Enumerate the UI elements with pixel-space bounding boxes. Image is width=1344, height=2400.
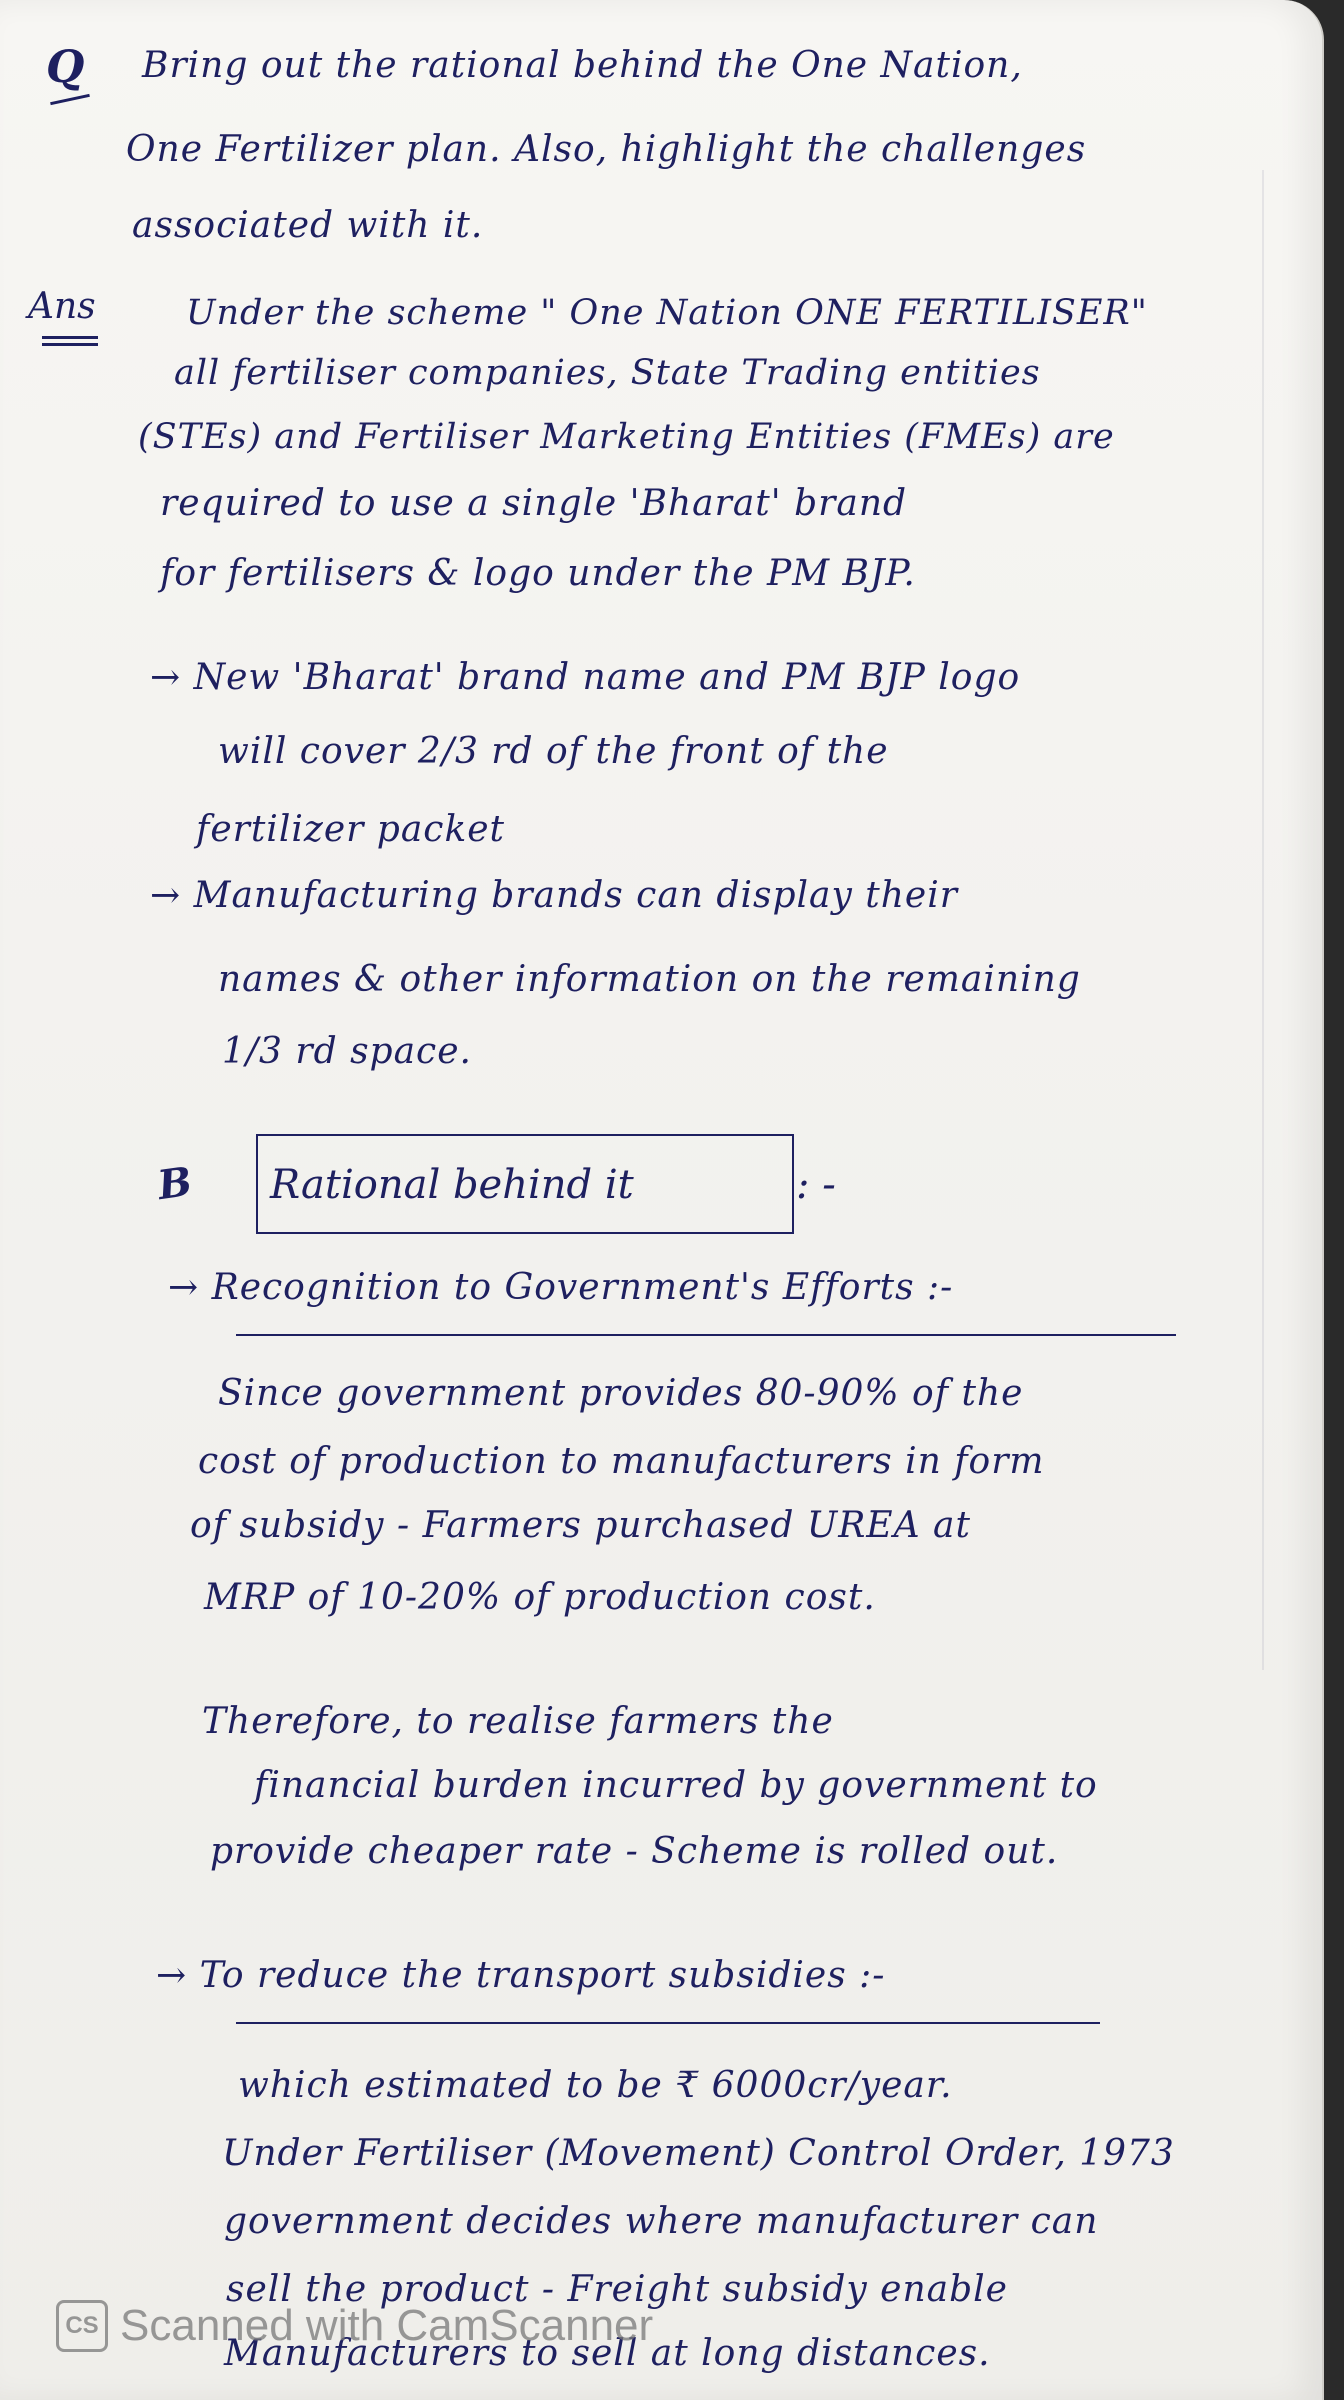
answer-intro-line-2: all fertiliser companies, State Trading entities [174, 353, 1041, 393]
answer-intro-line-1: Under the scheme " One Nation ONE FERTILISER" [186, 293, 1148, 333]
section-2-line-3: government decides where manufacturer can [224, 2201, 1099, 2242]
point-2-line-1: → Manufacturing brands can display their [150, 875, 958, 916]
rational-heading-suffix: : - [796, 1162, 836, 1208]
section-2-heading-underline [236, 2022, 1100, 2024]
answer-marker: Ans [28, 286, 96, 327]
section-1-heading-underline [236, 1334, 1176, 1336]
point-1-line-3: fertilizer packet [196, 809, 506, 850]
crossed-out-mark: B [154, 1157, 195, 1210]
section-1-para-2-line-2: financial burden incurred by government to [254, 1765, 1098, 1806]
point-2-line-3: 1/3 rd space. [222, 1031, 472, 1072]
section-1-para-1-line-1: Since government provides 80-90% of the [218, 1373, 1024, 1414]
camscanner-watermark [56, 2296, 653, 2356]
question-marker: Q [46, 42, 85, 93]
question-line-2: One Fertilizer plan. Also, highlight the challenges [126, 129, 1087, 170]
section-2-line-2: Under Fertiliser (Movement) Control Order, 1973 [222, 2133, 1175, 2174]
answer-intro-line-3: (STEs) and Fertiliser Marketing Entities (FMEs) are [138, 417, 1115, 457]
answer-intro-line-4: required to use a single 'Bharat' brand [160, 483, 908, 524]
section-2-line-5: Manufacturers to sell at long distances. [224, 2333, 991, 2374]
camscanner-logo-icon: CS [56, 2300, 108, 2352]
section-1-heading: → Recognition to Government's Efforts :- [168, 1267, 954, 1308]
section-1-para-1-line-3: of subsidy - Farmers purchased UREA at [190, 1505, 971, 1546]
point-2-line-2: names & other information on the remaining [218, 959, 1081, 1000]
section-1-para-2-line-1: Therefore, to realise farmers the [202, 1701, 834, 1742]
rational-heading: Rational behind it [270, 1162, 634, 1208]
watermark-text: Scanned with CamScanner [120, 2301, 654, 2350]
section-2-line-1: which estimated to be ₹ 6000cr/year. [238, 2065, 953, 2106]
margin-line [1262, 170, 1264, 1670]
section-1-para-2-line-3: provide cheaper rate - Scheme is rolled out. [210, 1831, 1059, 1872]
point-1-line-2: will cover 2/3 rd of the front of the [218, 731, 889, 772]
point-1-line-1: → New 'Bharat' brand name and PM BJP logo [150, 657, 1021, 698]
answer-intro-line-5: for fertilisers & logo under the PM BJP. [160, 553, 916, 594]
section-2-heading: → To reduce the transport subsidies :- [156, 1955, 886, 1996]
section-1-para-1-line-4: MRP of 10-20% of production cost. [204, 1577, 876, 1618]
question-line-1: Bring out the rational behind the One Nation, [142, 45, 1023, 86]
section-2-line-4: sell the product - Freight subsidy enable [226, 2269, 1008, 2310]
section-1-para-1-line-2: cost of production to manufacturers in form [198, 1441, 1045, 1482]
question-line-3: associated with it. [132, 205, 484, 246]
